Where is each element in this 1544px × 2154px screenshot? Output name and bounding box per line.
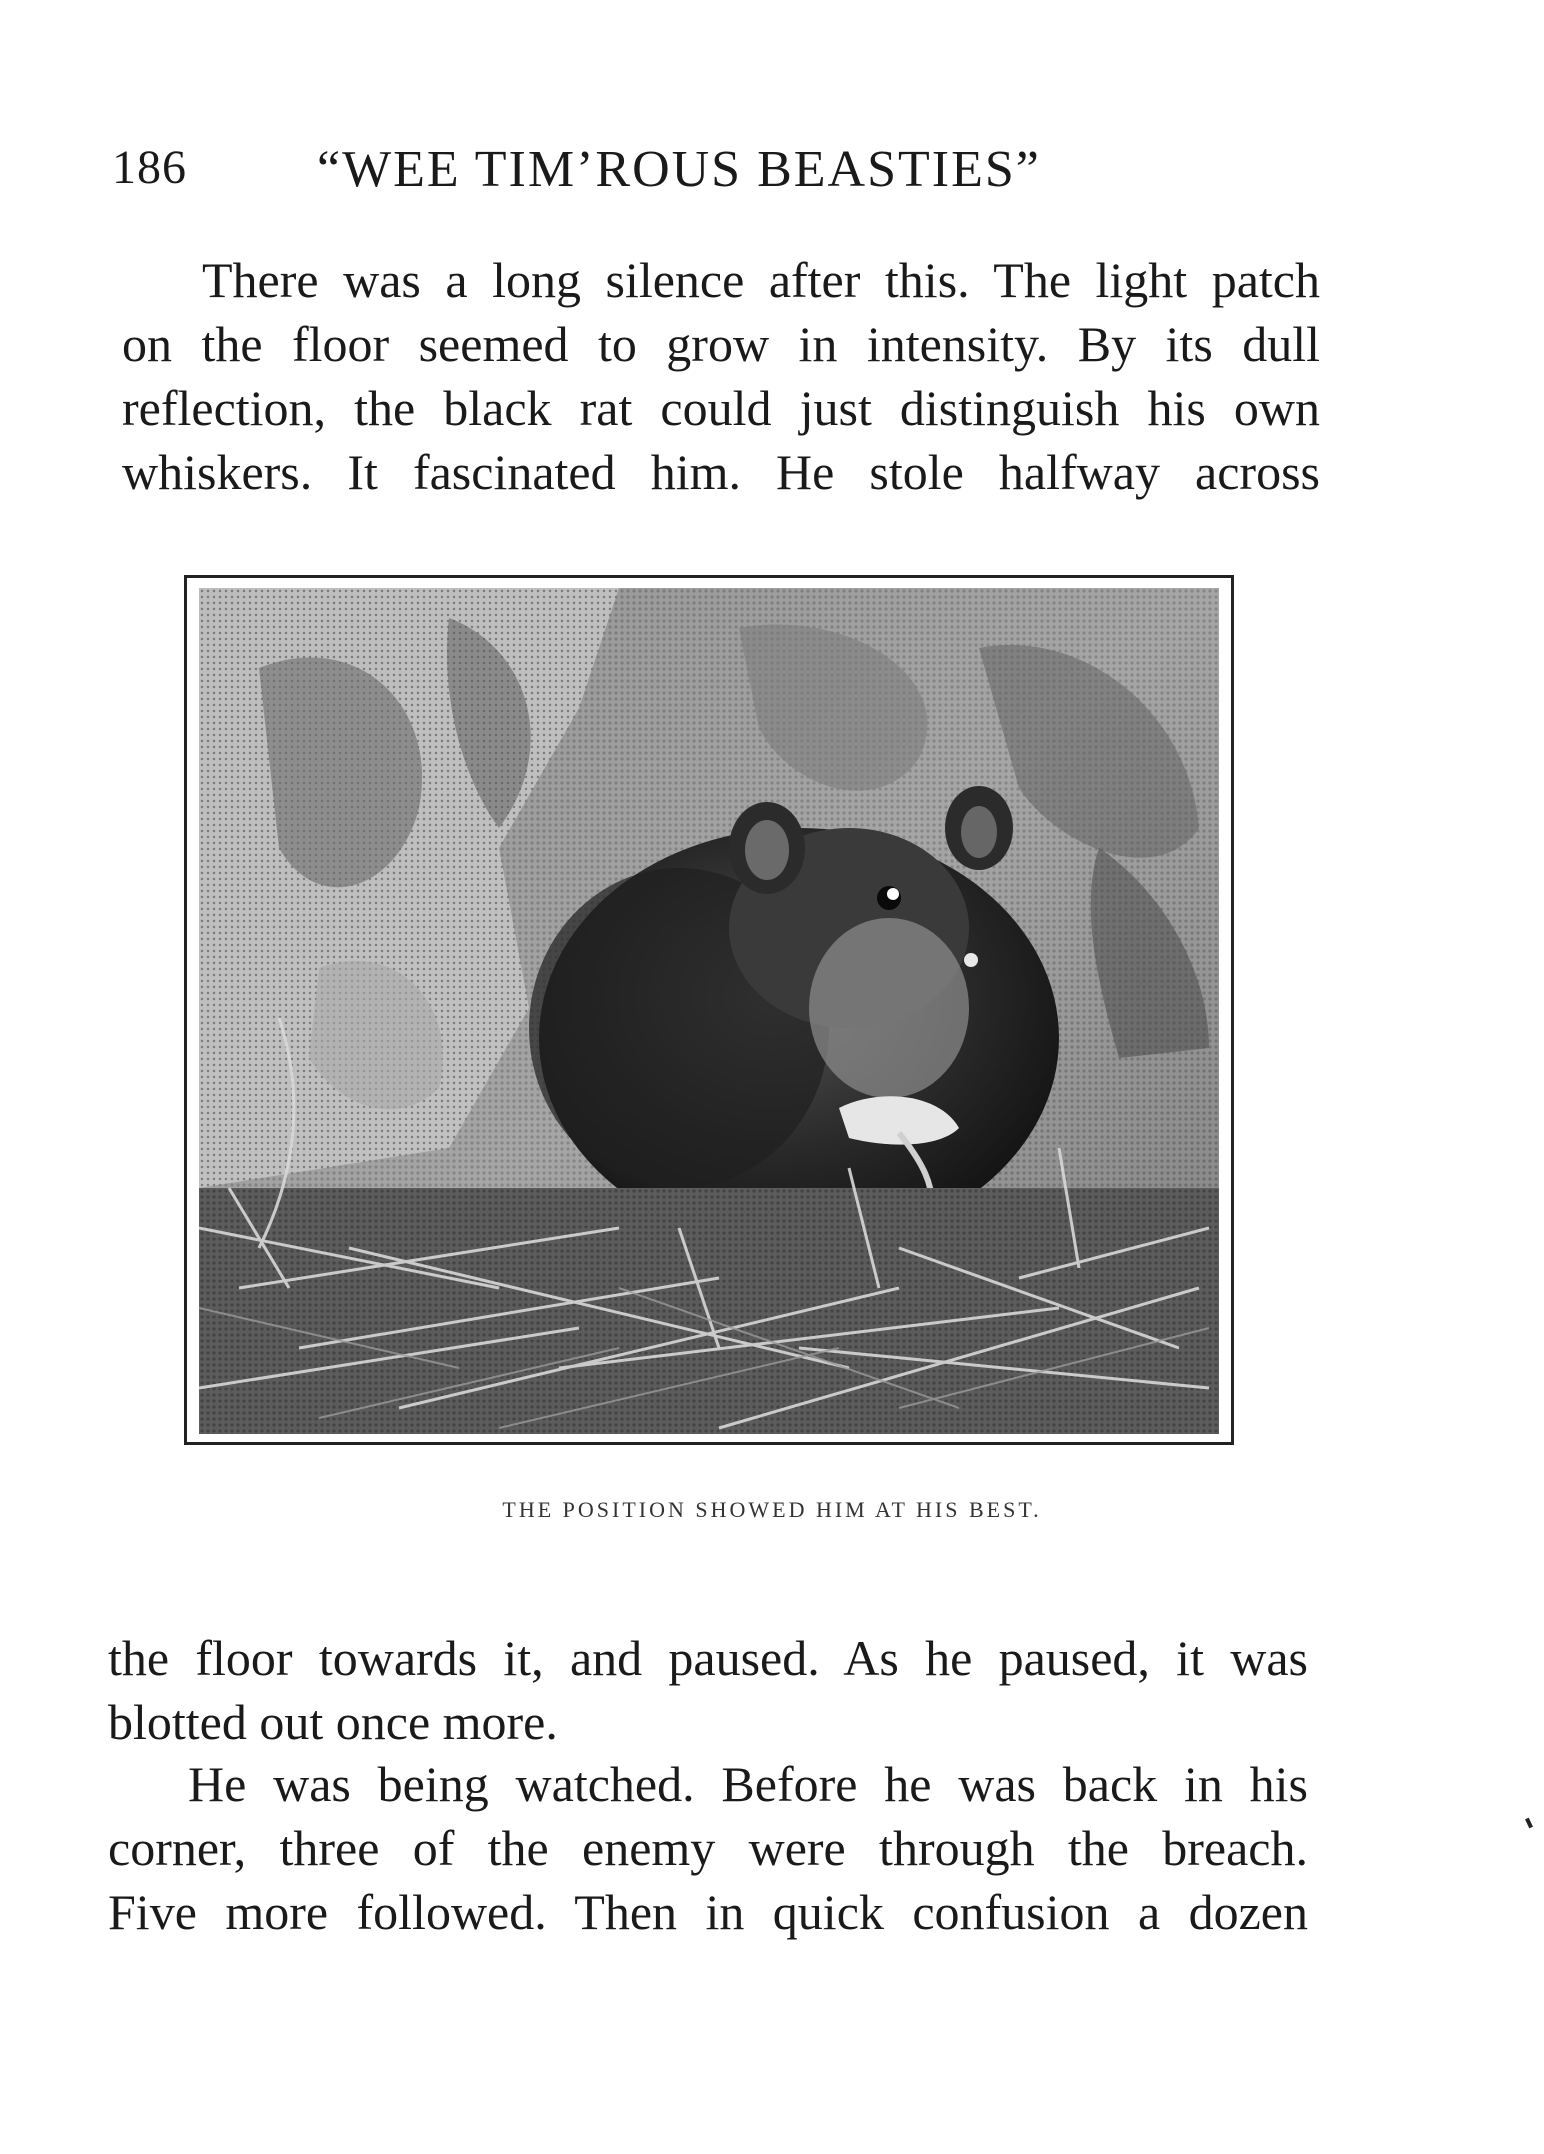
- page-number: 186: [112, 141, 187, 194]
- paragraph-2: [108, 1626, 1308, 1754]
- stray-ink-mark: [1525, 1818, 1533, 1829]
- page-header: [112, 140, 1332, 220]
- running-title: “WEE TIM’ROUS BEASTIES”: [317, 141, 1041, 198]
- paragraph-1: [122, 248, 1320, 504]
- text-line: on the floor seemed to grow in intensity. By its dull: [122, 316, 1320, 372]
- text-line: corner, three of the enemy were through the breach.: [108, 1820, 1308, 1876]
- text-line: reflection, the black rat could just distinguish his own: [122, 380, 1320, 436]
- text-line: blotted out once more.: [108, 1694, 558, 1750]
- rat-photograph-icon: [199, 588, 1219, 1434]
- figure-caption: THE POSITION SHOWED HIM AT HIS BEST.: [502, 1497, 1042, 1522]
- paragraph-3: [108, 1752, 1308, 1944]
- text-line: He was being watched. Before he was back in his: [188, 1756, 1308, 1812]
- figure-frame: [184, 575, 1234, 1445]
- text-line: Five more followed. Then in quick confusion a dozen: [108, 1884, 1308, 1940]
- text-line: There was a long silence after this. The light patch: [202, 252, 1320, 308]
- text-line: whiskers. It fascinated him. He stole halfway across: [122, 444, 1320, 500]
- text-line: the floor towards it, and paused. As he paused, it was: [108, 1630, 1308, 1686]
